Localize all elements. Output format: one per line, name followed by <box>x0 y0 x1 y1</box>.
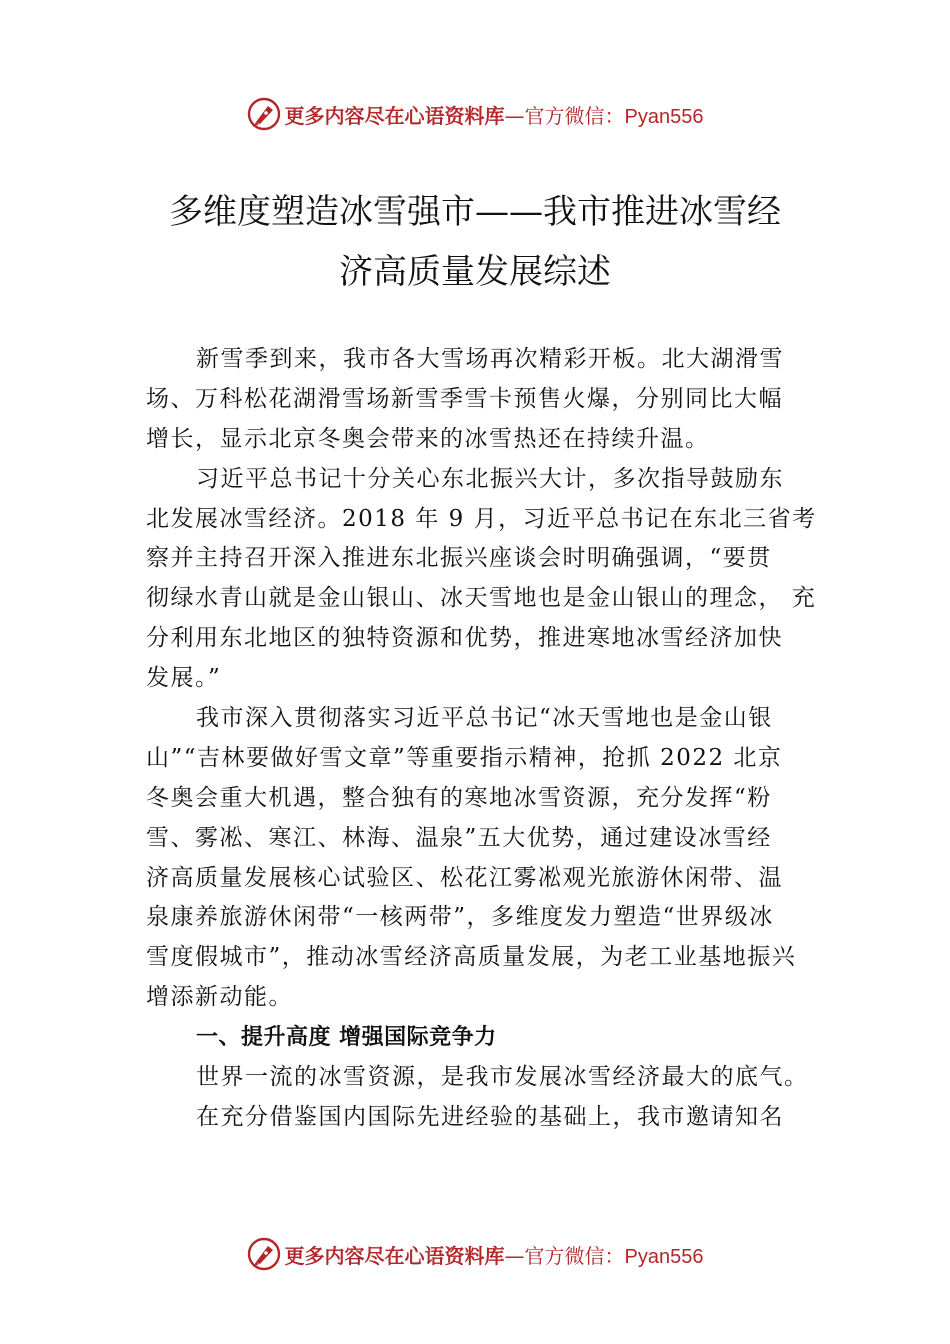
pen-nib-logo-icon <box>247 97 281 131</box>
banner-lead: 更多内容尽在心语资料库 <box>284 103 505 128</box>
body-line: 发展。” <box>146 665 222 692</box>
body-line: 增添新动能。 <box>146 984 293 1011</box>
banner-dash: — <box>504 103 525 128</box>
body-line: 习近平总书记十分关心东北振兴大计，多次指导鼓励东 <box>196 465 784 492</box>
body-line: 世界一流的冰雪资源，是我市发展冰雪经济最大的底气。 <box>196 1064 809 1091</box>
body-line: 分利用东北地区的独特资源和优势，推进寒地冰雪经济加快 <box>146 625 783 652</box>
document-body <box>146 340 826 1138</box>
banner-wechat-label: 官方微信： <box>524 1243 625 1268</box>
banner-wechat-label: 官方微信： <box>524 103 625 128</box>
body-line: 冬奥会重大机遇，整合独有的寒地冰雪资源，充分发挥“粉 <box>146 784 772 811</box>
section-heading: 一、提升高度 增强国际竞争力 <box>196 1025 497 1051</box>
body-line: 增长，显示北京冬奥会带来的冰雪热还在持续升温。 <box>146 425 710 452</box>
body-line: 彻绿水青山就是金山银山、冰天雪地也是金山银山的理念， 充 <box>146 585 817 612</box>
header-banner <box>0 94 950 134</box>
banner-text <box>285 100 704 129</box>
document-title-line-2: 济高质量发展综述 <box>339 252 611 292</box>
body-line: 济高质量发展核心试验区、松花江雾凇观光旅游休闲带、温 <box>146 864 783 891</box>
body-line: 雪度假城市”，推动冰雪经济高质量发展，为老工业基地振兴 <box>146 944 797 971</box>
body-line: 山”“吉林要做好雪文章”等重要指示精神，抢抓 2022 北京 <box>146 744 783 771</box>
body-line: 北发展冰雪经济。2018 年 9 月，习近平总书记在东北三省考 <box>146 505 817 532</box>
body-line: 场、万科松花湖滑雪场新雪季雪卡预售火爆，分别同比大幅 <box>146 385 783 412</box>
banner-wechat-id: Pyan556 <box>624 105 704 128</box>
body-line: 我市深入贯彻落实习近平总书记“冰天雪地也是金山银 <box>196 705 773 732</box>
body-line: 雪、雾凇、寒江、林海、温泉”五大优势，通过建设冰雪经 <box>146 824 772 851</box>
banner-dash: — <box>504 1243 525 1268</box>
footer-banner <box>0 1234 950 1274</box>
body-line: 察并主持召开深入推进东北振兴座谈会时明确强调，“要贯 <box>146 545 772 572</box>
banner-lead: 更多内容尽在心语资料库 <box>284 1243 505 1268</box>
banner-text <box>285 1240 704 1269</box>
banner-wechat-id: Pyan556 <box>624 1245 704 1268</box>
body-line: 新雪季到来，我市各大雪场再次精彩开板。北大湖滑雪 <box>196 346 784 372</box>
document-title-line-1: 多维度塑造冰雪强市——我市推进冰雪经 <box>169 192 781 232</box>
pen-nib-logo-icon <box>247 1237 281 1271</box>
body-line: 在充分借鉴国内国际先进经验的基础上，我市邀请知名 <box>196 1103 784 1130</box>
body-line: 泉康养旅游休闲带“一核两带”，多维度发力塑造“世界级冰 <box>146 904 774 931</box>
